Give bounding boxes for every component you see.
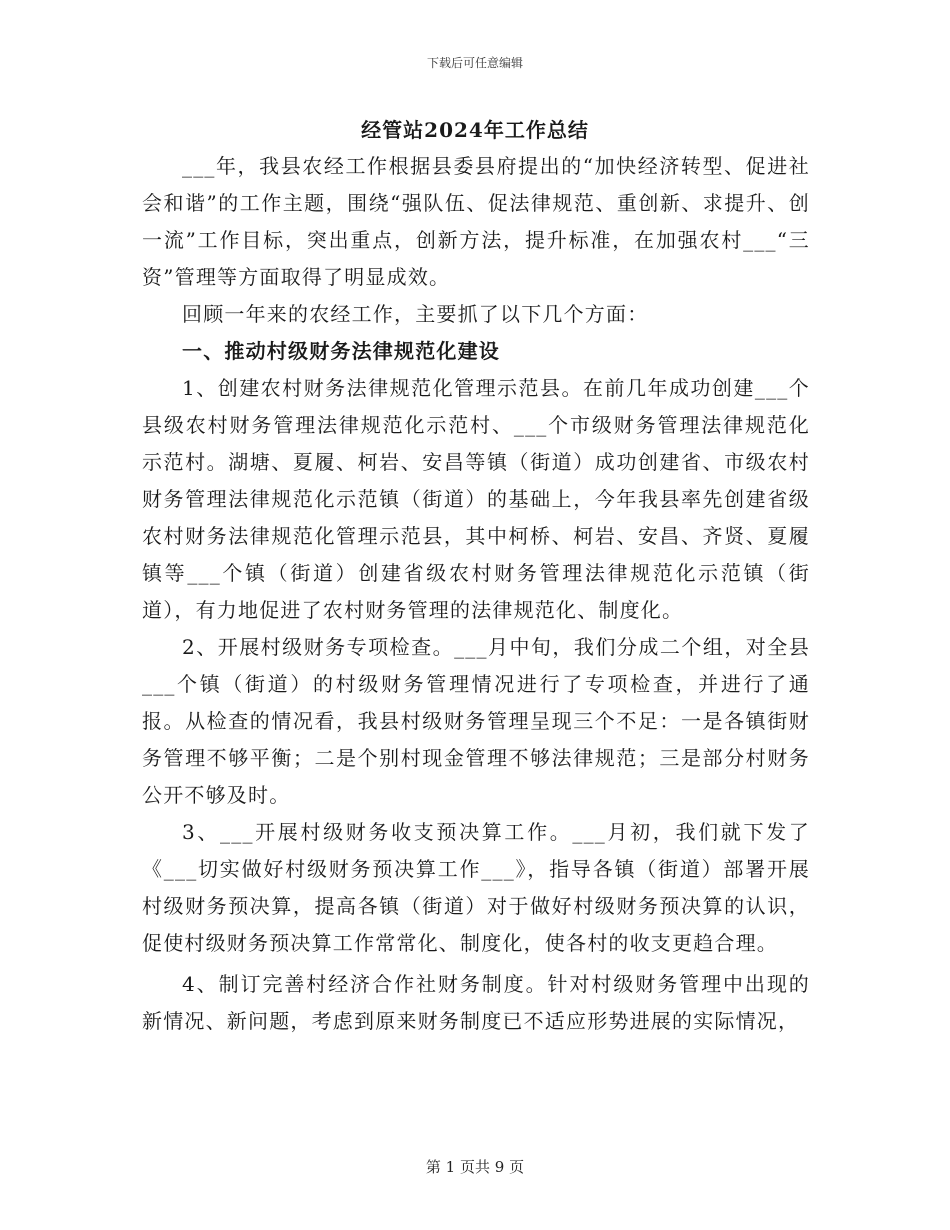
page-number: 第 1 页共 9 页 — [425, 1158, 525, 1176]
header-note: 下载后可任意编辑 — [426, 56, 523, 70]
document-body — [142, 148, 810, 1040]
paragraph-item-1: 1、创建农村财务法律规范化管理示范县。在前几年成功创建___个县级农村财务管理法律规范化示范村、___个市级财务管理法律规范化示范村。湖塘、夏履、柯岩、安昌等镇（街道）成功创建省、市级农村财务管理法律规范化示范镇（街道）的基础上，今年我县率先创建省级农村财务法律规范化管理示范县，其中柯桥、柯岩、安昌、齐贤、夏履镇等___个镇（街道）创建省级农村财务管理法律规范化示范镇（街道），有力地促进了农村财务管理的法律规范化、制度化。 — [142, 376, 810, 622]
paragraph-item-4: 4、制订完善村经济合作社财务制度。针对村级财务管理中出现的新情况、新问题，考虑到原来财务制度已不适应形势进展的实际情况， — [142, 972, 810, 1033]
section-heading-1: 一、推动村级财务法律规范化建设 — [182, 339, 500, 363]
paragraph-item-3: 3、___开展村级财务收支预决算工作。___月初，我们就下发了《___切实做好村级财务预决算工作___》，指导各镇（街道）部署开展村级财务预决算，提高各镇（街道）对于做好村级财务预决算的认识，促使村级财务预决算工作常常化、制度化，使各村的收支更趋合理。 — [142, 820, 810, 955]
paragraph-intro: ___年，我县农经工作根据县委县府提出的“加快经济转型、促进社会和谐”的工作主题，围绕“强队伍、促法律规范、重创新、求提升、创一流”工作目标，突出重点，创新方法，提升标准，在加强农村___“三资”管理等方面取得了明显成效。 — [142, 154, 810, 289]
paragraph-item-2: 2、开展村级财务专项检查。___月中旬，我们分成二个组，对全县___个镇（街道）的村级财务管理情况进行了专项检查，并进行了通报。从检查的情况看，我县村级财务管理呈现三个不足：一是各镇街财务管理不够平衡；二是个别村现金管理不够法律规范；三是部分村财务公开不够及时。 — [142, 635, 810, 807]
paragraph-review: 回顾一年来的农经工作，主要抓了以下几个方面： — [182, 302, 649, 326]
document-title: 经管站2024年工作总结 — [361, 118, 589, 142]
